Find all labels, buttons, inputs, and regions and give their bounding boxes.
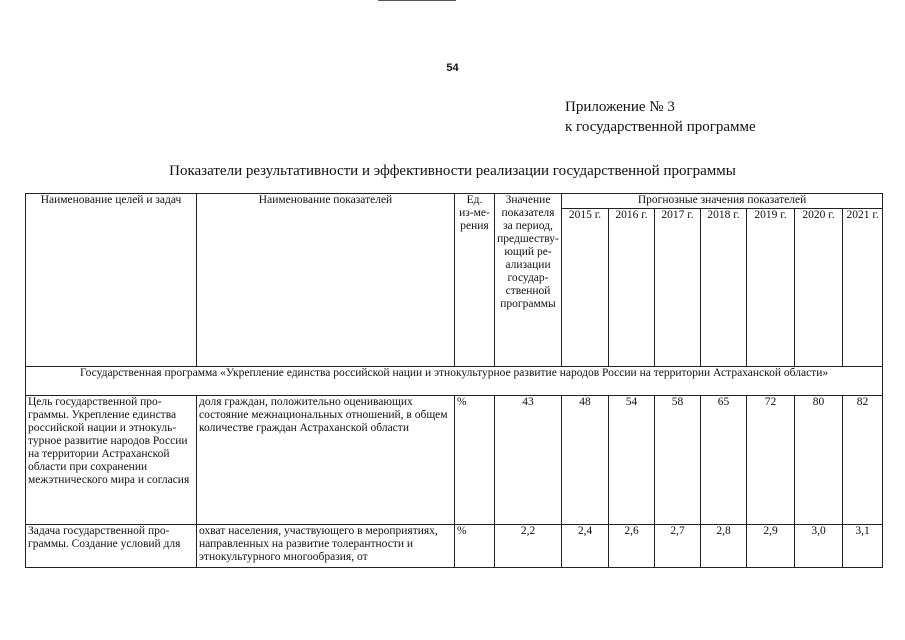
- forecast-value-cell: 2,7: [655, 525, 701, 568]
- header-base-value: Значение показателя за период, предшествующий реализации государственной программы: [495, 194, 562, 367]
- header-year: 2017 г.: [655, 209, 701, 367]
- forecast-value-cell: 2,6: [609, 525, 655, 568]
- forecast-value-cell: 2,9: [747, 525, 795, 568]
- forecast-value-cell: 48: [562, 396, 609, 525]
- forecast-value-cell: 3,0: [795, 525, 843, 568]
- forecast-value-cell: 65: [701, 396, 747, 525]
- header-year: 2018 г.: [701, 209, 747, 367]
- header-year: 2019 г.: [747, 209, 795, 367]
- base-value-cell: 2,2: [495, 525, 562, 568]
- forecast-value-cell: 2,4: [562, 525, 609, 568]
- header-goals: Наименование целей и задач: [26, 194, 197, 367]
- indicators-table: [25, 193, 883, 568]
- indicator-cell: охват населения, участвующего в мероприятиях, направленных на развитие толерантности и этнокультурного многообразия, от: [197, 525, 455, 568]
- indicator-cell: доля граждан, положительно оценивающих состояние межнациональных отношений, в общем количестве граждан Астраханской области: [197, 396, 455, 525]
- scan-artifact-line: [378, 0, 456, 1]
- header-indicators: Наименование показателей: [197, 194, 455, 367]
- appendix-caption: [565, 97, 756, 137]
- forecast-value-cell: 54: [609, 396, 655, 525]
- unit-cell: %: [455, 396, 495, 525]
- header-year: 2020 г.: [795, 209, 843, 367]
- header-year: 2015 г.: [562, 209, 609, 367]
- forecast-value-cell: 72: [747, 396, 795, 525]
- forecast-value-cell: 3,1: [843, 525, 883, 568]
- base-value-cell: 43: [495, 396, 562, 525]
- document-title: Показатели результативности и эффективности реализации государственной программы: [169, 163, 736, 179]
- header-year: 2016 г.: [609, 209, 655, 367]
- header-year: 2021 г.: [843, 209, 883, 367]
- page-number: 54: [446, 62, 459, 74]
- header-forecast: Прогнозные значения показателей: [562, 194, 883, 209]
- appendix-line-2: к государственной программе: [565, 119, 756, 135]
- appendix-line-1: Приложение № 3: [565, 99, 675, 115]
- forecast-value-cell: 2,8: [701, 525, 747, 568]
- header-unit: Ед. из-мерения: [455, 194, 495, 367]
- forecast-value-cell: 58: [655, 396, 701, 525]
- program-title-row: Государственная программа «Укрепление единства российской нации и этнокультурное развитие народов России на территории Астраханской области»: [26, 367, 883, 396]
- goal-cell: Цель государственной программы. Укрепление единства российской нации и этнокультурное развитие народов России на территории Астраханской области при сохранении межэтнического мира и согласия: [26, 396, 197, 525]
- forecast-value-cell: 80: [795, 396, 843, 525]
- unit-cell: %: [455, 525, 495, 568]
- forecast-value-cell: 82: [843, 396, 883, 525]
- task-cell: Задача государственной программы. Создание условий для: [26, 525, 197, 568]
